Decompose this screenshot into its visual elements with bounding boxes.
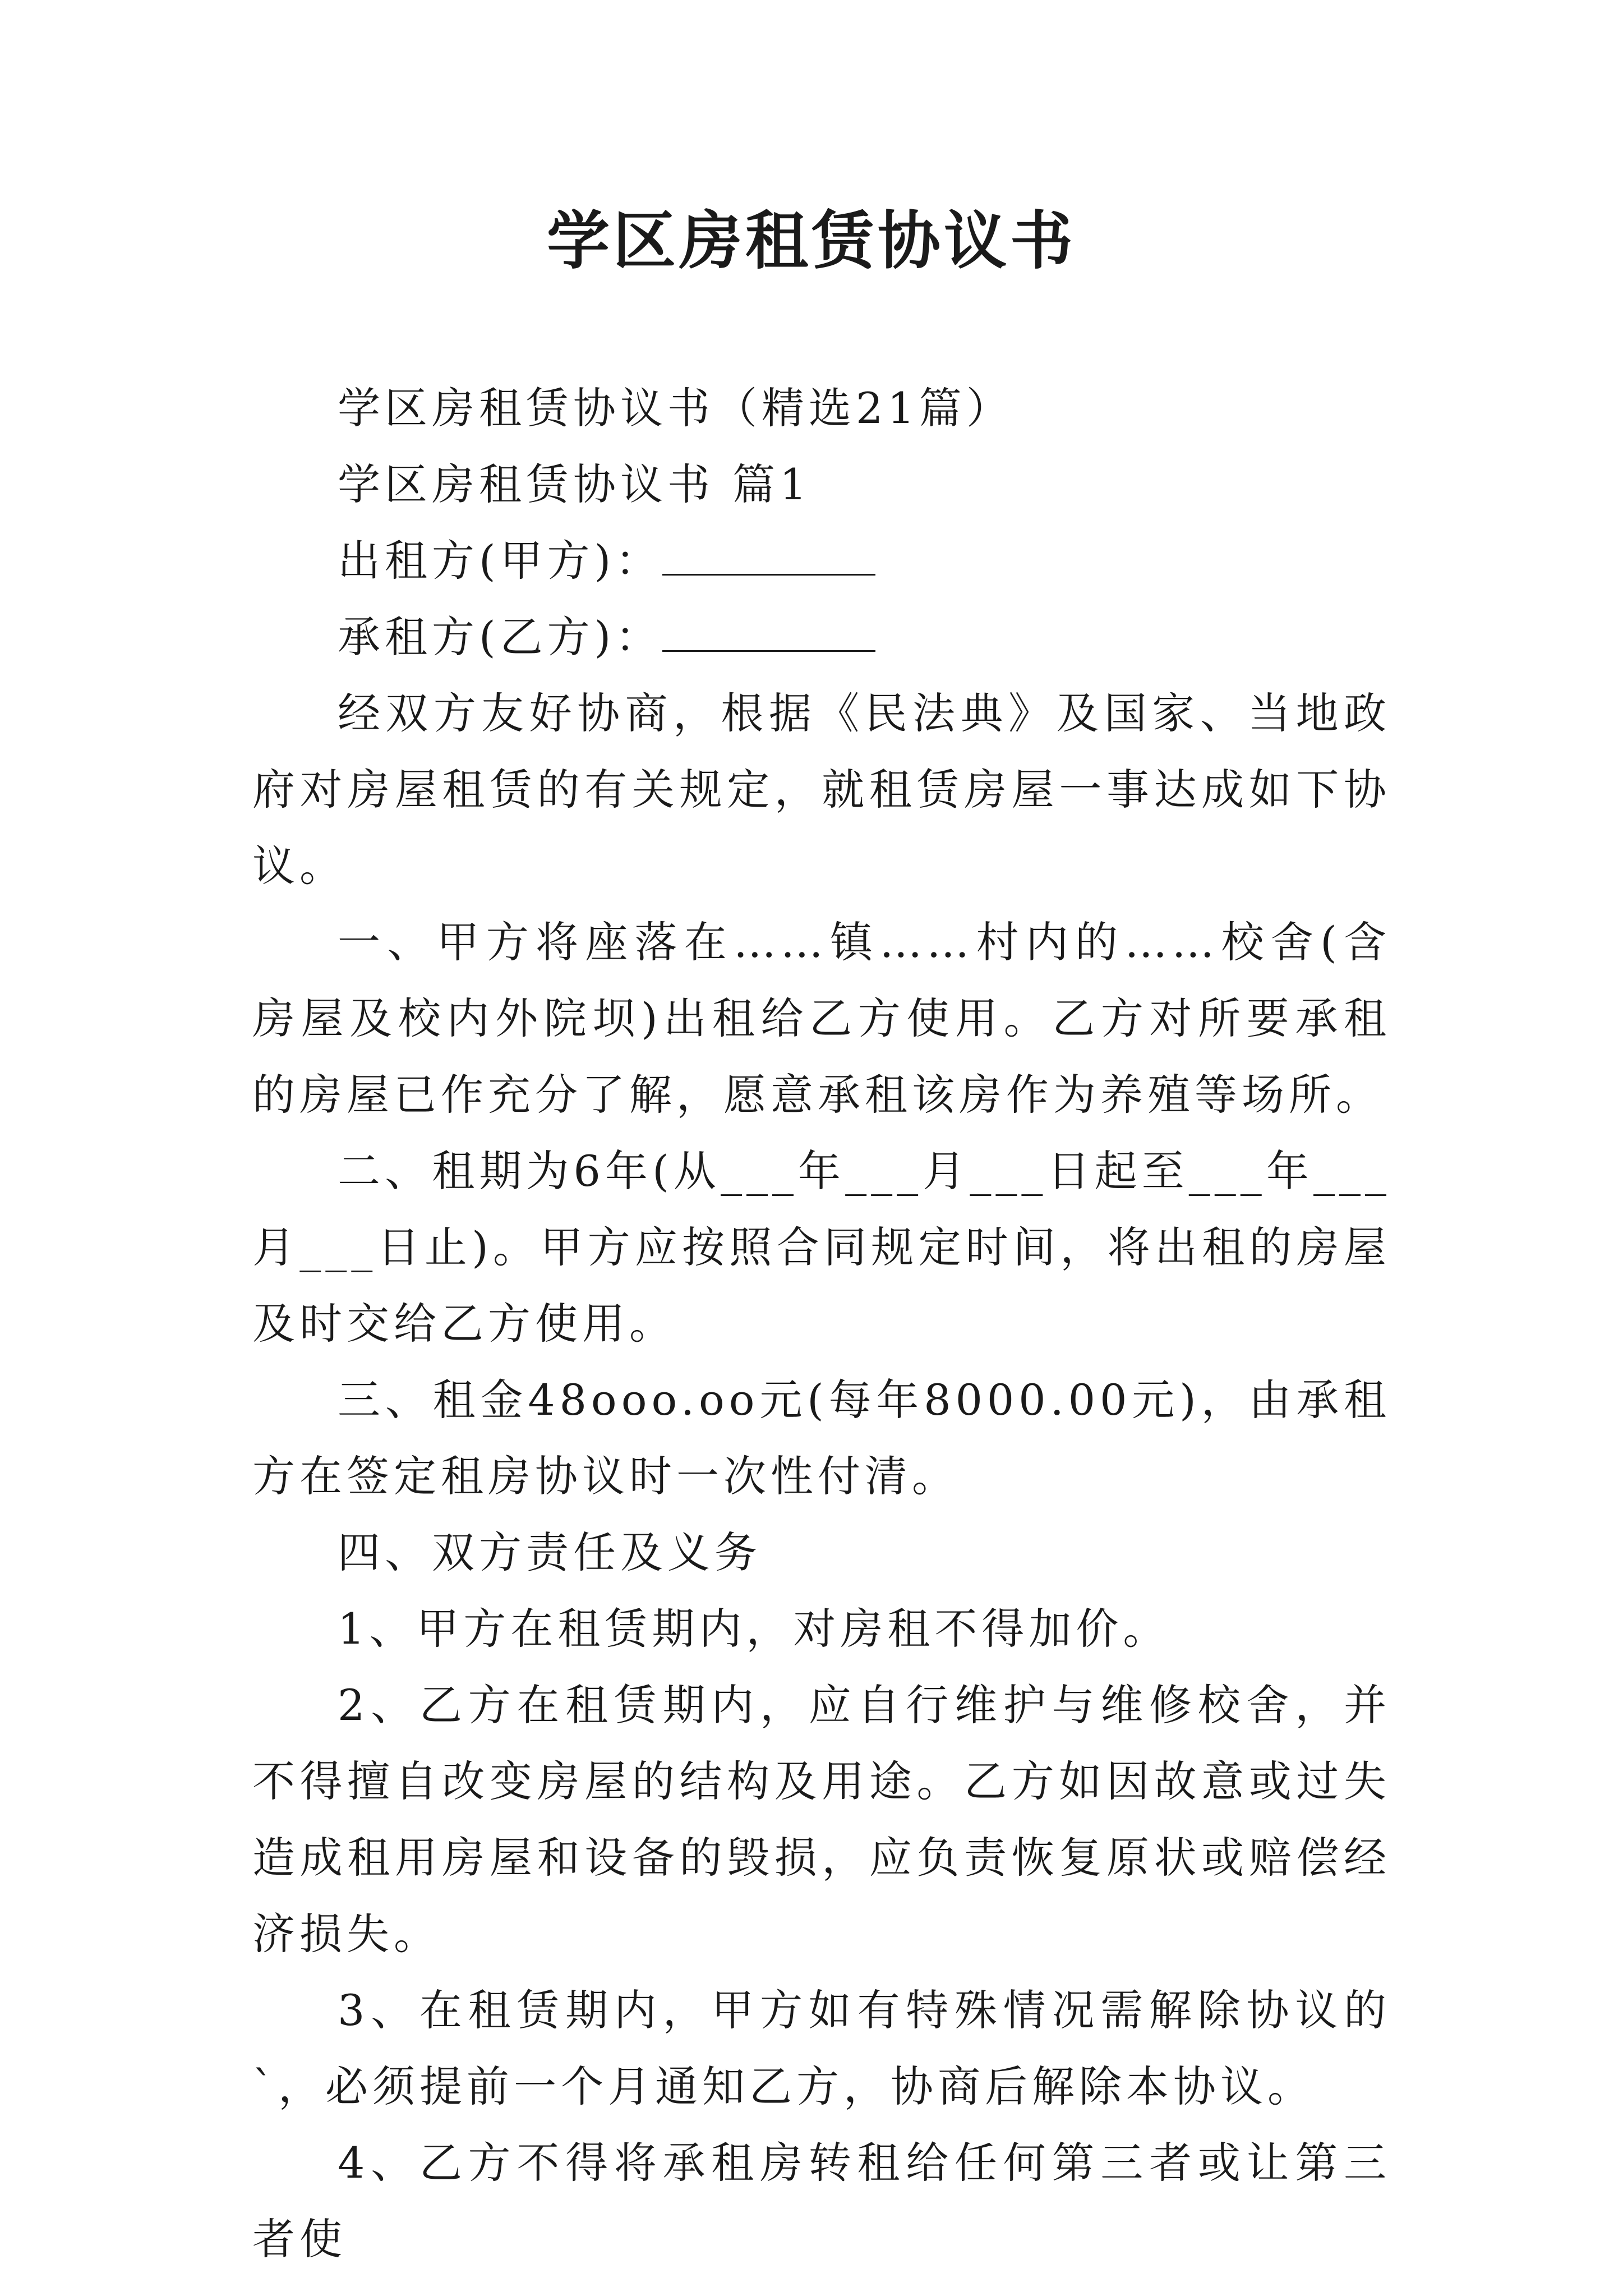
paragraph-section-heading: 学区房租赁协议书 篇1	[338, 459, 811, 509]
paragraph-item-2: 2、乙方在租赁期内，应自行维护与维修校舍，并不得擅自改变房屋的结构及用途。乙方如因故意或过失造成租用房屋和设备的毁损，应负责恢复原状或赔偿经济损失。	[252, 1680, 1391, 1959]
lessee-blank-line	[662, 616, 875, 652]
paragraph-subtitle: 学区房租赁协议书（精选21篇）	[338, 383, 1013, 433]
paragraph-clause-2: 二、租期为6年(从___年___月___日起至___年___月___日止)。甲方应按照合同规定时间，将出租的房屋及时交给乙方使用。	[252, 1146, 1391, 1349]
paragraph-clause-4-heading: 四、双方责任及义务	[338, 1527, 762, 1577]
lessor-blank-line	[662, 540, 875, 576]
paragraph-clause-3: 三、租金48ooo.oo元(每年8000.00元)，由承租方在签定租房协议时一次性付清。	[252, 1375, 1391, 1501]
paragraph-item-4: 4、乙方不得将承租房转租给任何第三者或让第三者使	[252, 2138, 1391, 2264]
paragraph-item-1: 1、甲方在租赁期内，对房租不得加价。	[338, 1604, 1170, 1654]
paragraph-lessor	[252, 523, 1391, 599]
paragraph-item-3: 3、在租赁期内，甲方如有特殊情况需解除协议的`，必须提前一个月通知乙方，协商后解除本协议。	[252, 1985, 1391, 2111]
paragraph-clause-1: 一、甲方将座落在……镇……村内的……校舍(含房屋及校内外院坝)出租给乙方使用。乙方对所要承租的房屋已作充分了解，愿意承租该房作为养殖等场所。	[252, 917, 1391, 1120]
lessor-label: 出租方(甲方)：	[338, 536, 663, 586]
document-title: 学区房租赁协议书	[547, 204, 1076, 278]
document-body	[252, 370, 1391, 2277]
paragraph-preamble: 经双方友好协商，根据《民法典》及国家、当地政府对房屋租赁的有关规定，就租赁房屋一事达成如下协议。	[252, 688, 1391, 891]
lessee-label: 承租方(乙方)：	[338, 612, 663, 662]
paragraph-lessee	[252, 599, 1391, 675]
